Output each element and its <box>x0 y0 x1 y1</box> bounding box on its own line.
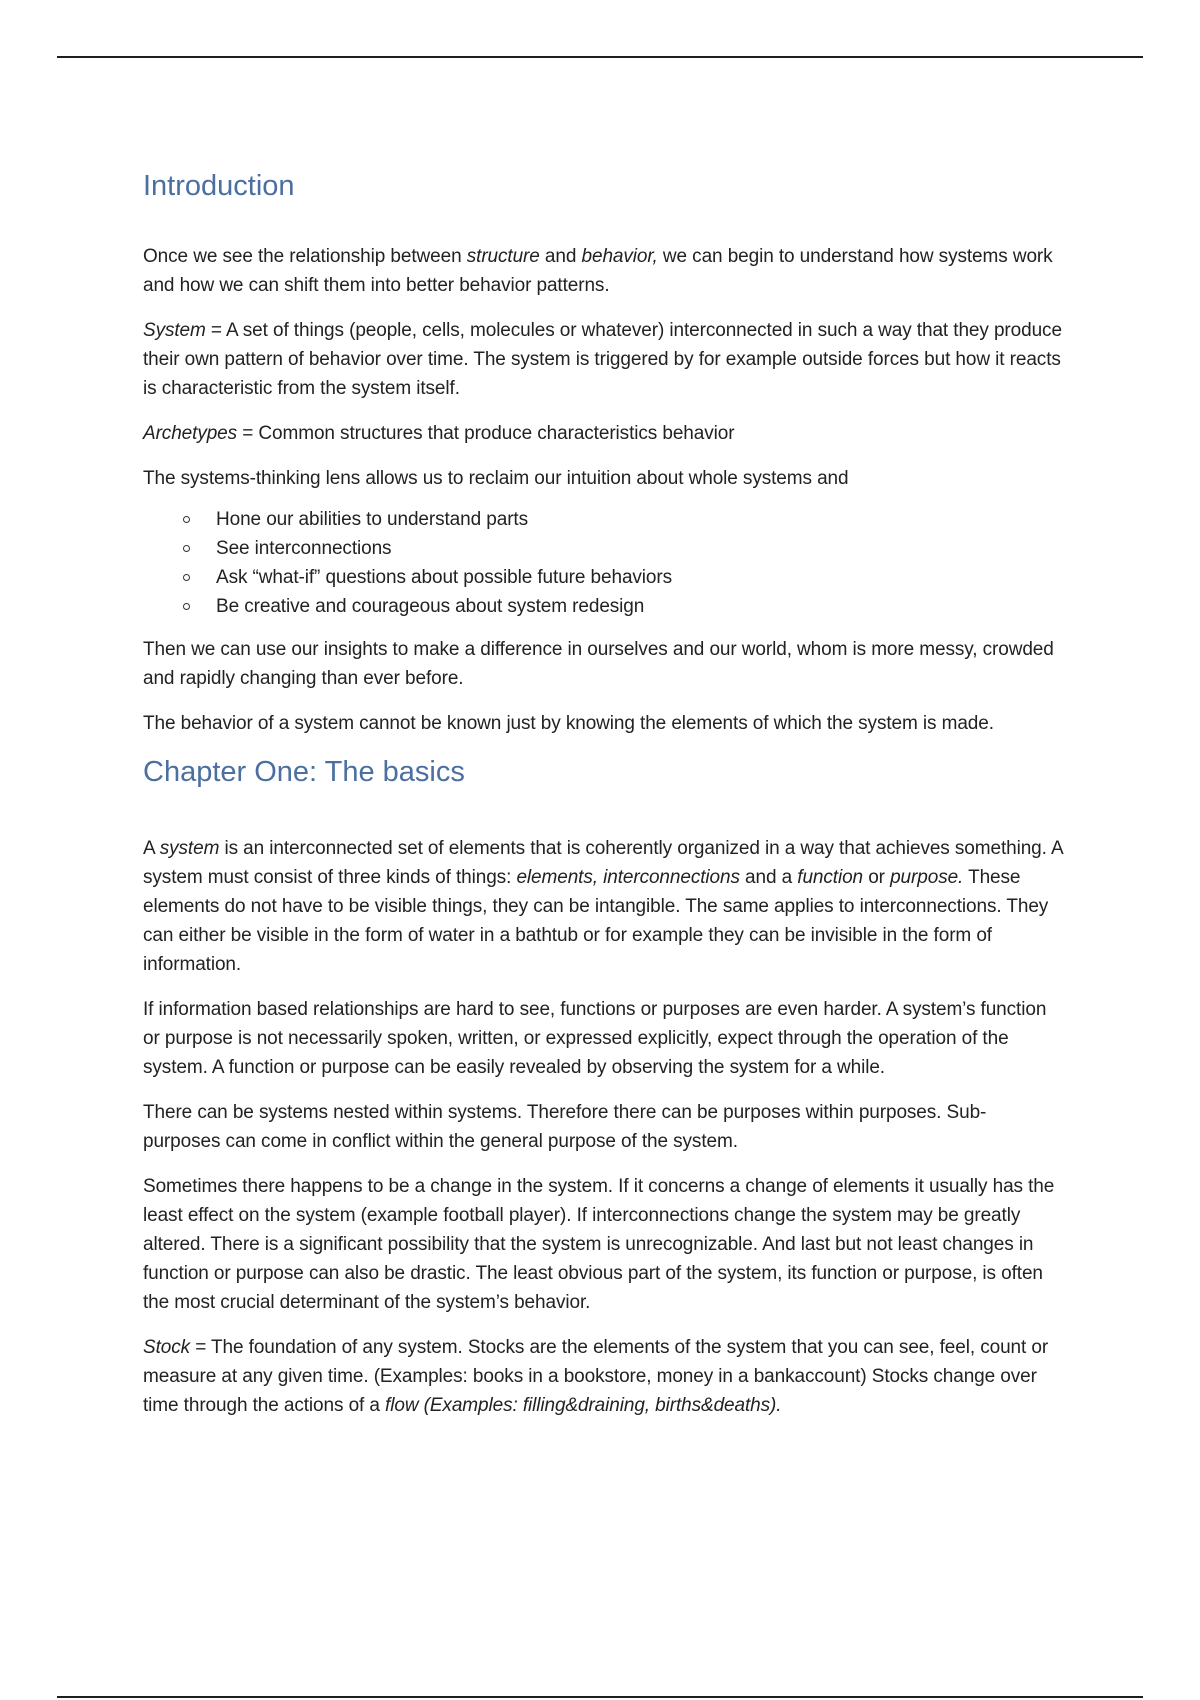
system-definition: System = A set of things (people, cells, molecules or whatever) interconnected in such a way that they produce their own pattern of behavior over time. The system is triggered by for example outside forces but how it reacts is characteristic from the system itself. <box>143 320 1062 399</box>
intro-paragraph-5: Then we can use our insights to make a difference in ourselves and our world, whom is more messy, crowded and rapidly changing than ever before. <box>143 639 1054 689</box>
intro-paragraph-1: Once we see the relationship between structure and behavior, we can begin to understand how systems work and how we can shift them into better behavior patterns. <box>143 246 1053 296</box>
chapter-paragraph-4: Sometimes there happens to be a change in the system. If it concerns a change of elements it usually has the least effect on the system (example football player). If interconnections change the system may be greatly altered. There is a significant possibility that the system is unrecognizable. And last but not least changes in function or purpose can also be drastic. The least obvious part of the system, its function or purpose, is often the most crucial determinant of the system’s behavior. <box>143 1176 1055 1313</box>
stock-definition: Stock = The foundation of any system. Stocks are the elements of the system that you can see, feel, count or measure at any given time. (Examples: books in a bookstore, money in a bankaccount) Stocks change over time through the actions of a flow (Examples: filling&draining, births&deaths). <box>143 1337 1049 1416</box>
list-item: See interconnections <box>183 534 1063 563</box>
chapter-paragraph-3: There can be systems nested within systems. Therefore there can be purposes within purposes. Sub-purposes can come in conflict within the general purpose of the system. <box>143 1102 987 1152</box>
document-body <box>143 168 1063 1436</box>
footer-rule <box>57 1696 1143 1698</box>
archetypes-definition: Archetypes = Common structures that produce characteristics behavior <box>143 423 735 444</box>
hollow-circle-bullet-icon <box>183 574 190 581</box>
header-rule <box>57 56 1143 58</box>
chapter-paragraph-1: A system is an interconnected set of elements that is coherently organized in a way that achieves something. A system must consist of three kinds of things: elements, interconnections and a function or purpose. These elements do not have to be visible things, they can be intangible. The same applies to interconnections. They can either be visible in the form of water in a bathtub or for example they can be invisible in the form of information. <box>143 838 1063 975</box>
chapter-one-heading: Chapter One: The basics <box>143 756 465 788</box>
hollow-circle-bullet-icon <box>183 603 190 610</box>
hollow-circle-bullet-icon <box>183 545 190 552</box>
intro-paragraph-6: The behavior of a system cannot be known just by knowing the elements of which the system is made. <box>143 713 994 734</box>
list-item: Hone our abilities to understand parts <box>183 505 1063 534</box>
introduction-heading: Introduction <box>143 170 295 202</box>
list-item: Be creative and courageous about system redesign <box>183 592 1063 621</box>
intro-paragraph-4: The systems-thinking lens allows us to reclaim our intuition about whole systems and <box>143 468 849 489</box>
chapter-paragraph-2: If information based relationships are hard to see, functions or purposes are even harder. A system’s function or purpose is not necessarily spoken, written, or expressed explicitly, expect through the operation of the system. A function or purpose can be easily revealed by observing the system for a while. <box>143 999 1047 1078</box>
list-item: Ask “what-if” questions about possible future behaviors <box>183 563 1063 592</box>
hollow-circle-bullet-icon <box>183 516 190 523</box>
abilities-list <box>143 505 1063 621</box>
